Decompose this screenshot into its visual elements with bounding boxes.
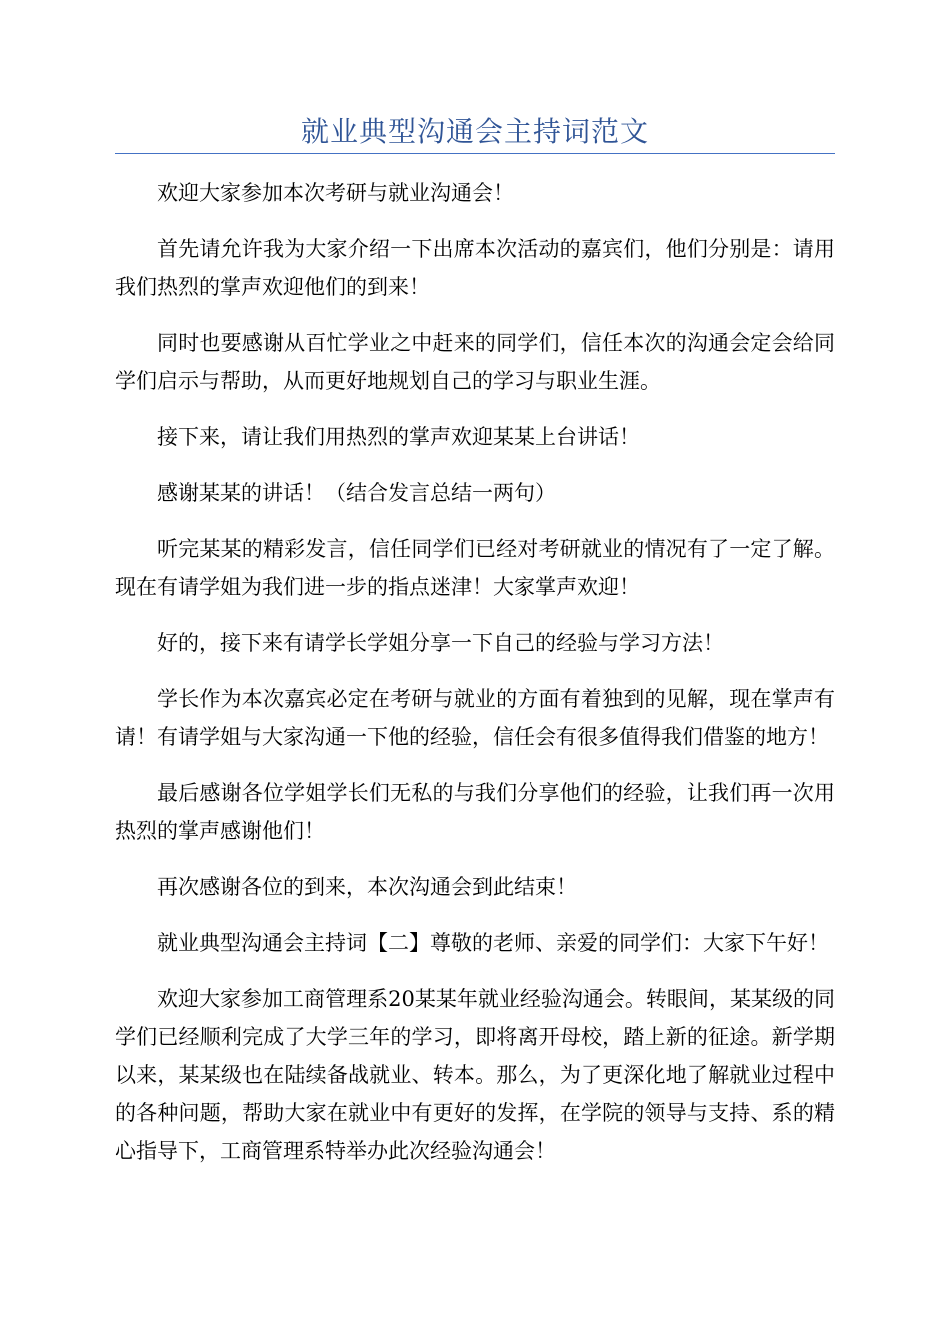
document-title: 就业典型沟通会主持词范文 [300,115,649,148]
paragraph: 欢迎大家参加本次考研与就业沟通会！ [157,181,514,205]
paragraph: 再次感谢各位的到来，本次沟通会到此结束！ [157,875,577,899]
paragraph: 学长作为本次嘉宾必定在考研与就业的方面有着独到的见解，现在掌声有请！有请学姐与大家沟通一下他的经验，信任会有很多值得我们借鉴的地方！ [115,687,835,749]
document-body [115,174,835,1188]
paragraph: 首先请允许我为大家介绍一下出席本次活动的嘉宾们，他们分别是：请用我们热烈的掌声欢迎他们的到来！ [115,237,835,299]
paragraph: 同时也要感谢从百忙学业之中赶来的同学们，信任本次的沟通会定会给同学们启示与帮助，从而更好地规划自己的学习与职业生涯。 [115,331,835,393]
paragraph: 欢迎大家参加工商管理系20某某年就业经验沟通会。转眼间，某某级的同学们已经顺利完成了大学三年的学习，即将离开母校，踏上新的征途。新学期以来，某某级也在陆续备战就业、转本。那么，为了更深化地了解就业过程中的各种问题，帮助大家在就业中有更好的发挥，在学院的领导与支持、系的精心指导下，工商管理系特举办此次经验沟通会！ [115,987,835,1163]
paragraph: 感谢某某的讲话！（结合发言总结一两句） [157,481,556,505]
title-underline [115,153,835,154]
paragraph: 接下来，请让我们用热烈的掌声欢迎某某上台讲话！ [157,425,640,449]
paragraph: 最后感谢各位学姐学长们无私的与我们分享他们的经验，让我们再一次用热烈的掌声感谢他们！ [115,781,835,843]
paragraph: 听完某某的精彩发言，信任同学们已经对考研就业的情况有了一定了解。现在有请学姐为我们进一步的指点迷津！大家掌声欢迎！ [115,537,835,599]
paragraph: 就业典型沟通会主持词【二】尊敬的老师、亲爱的同学们：大家下午好！ [157,931,829,955]
paragraph: 好的，接下来有请学长学姐分享一下自己的经验与学习方法！ [157,631,724,655]
